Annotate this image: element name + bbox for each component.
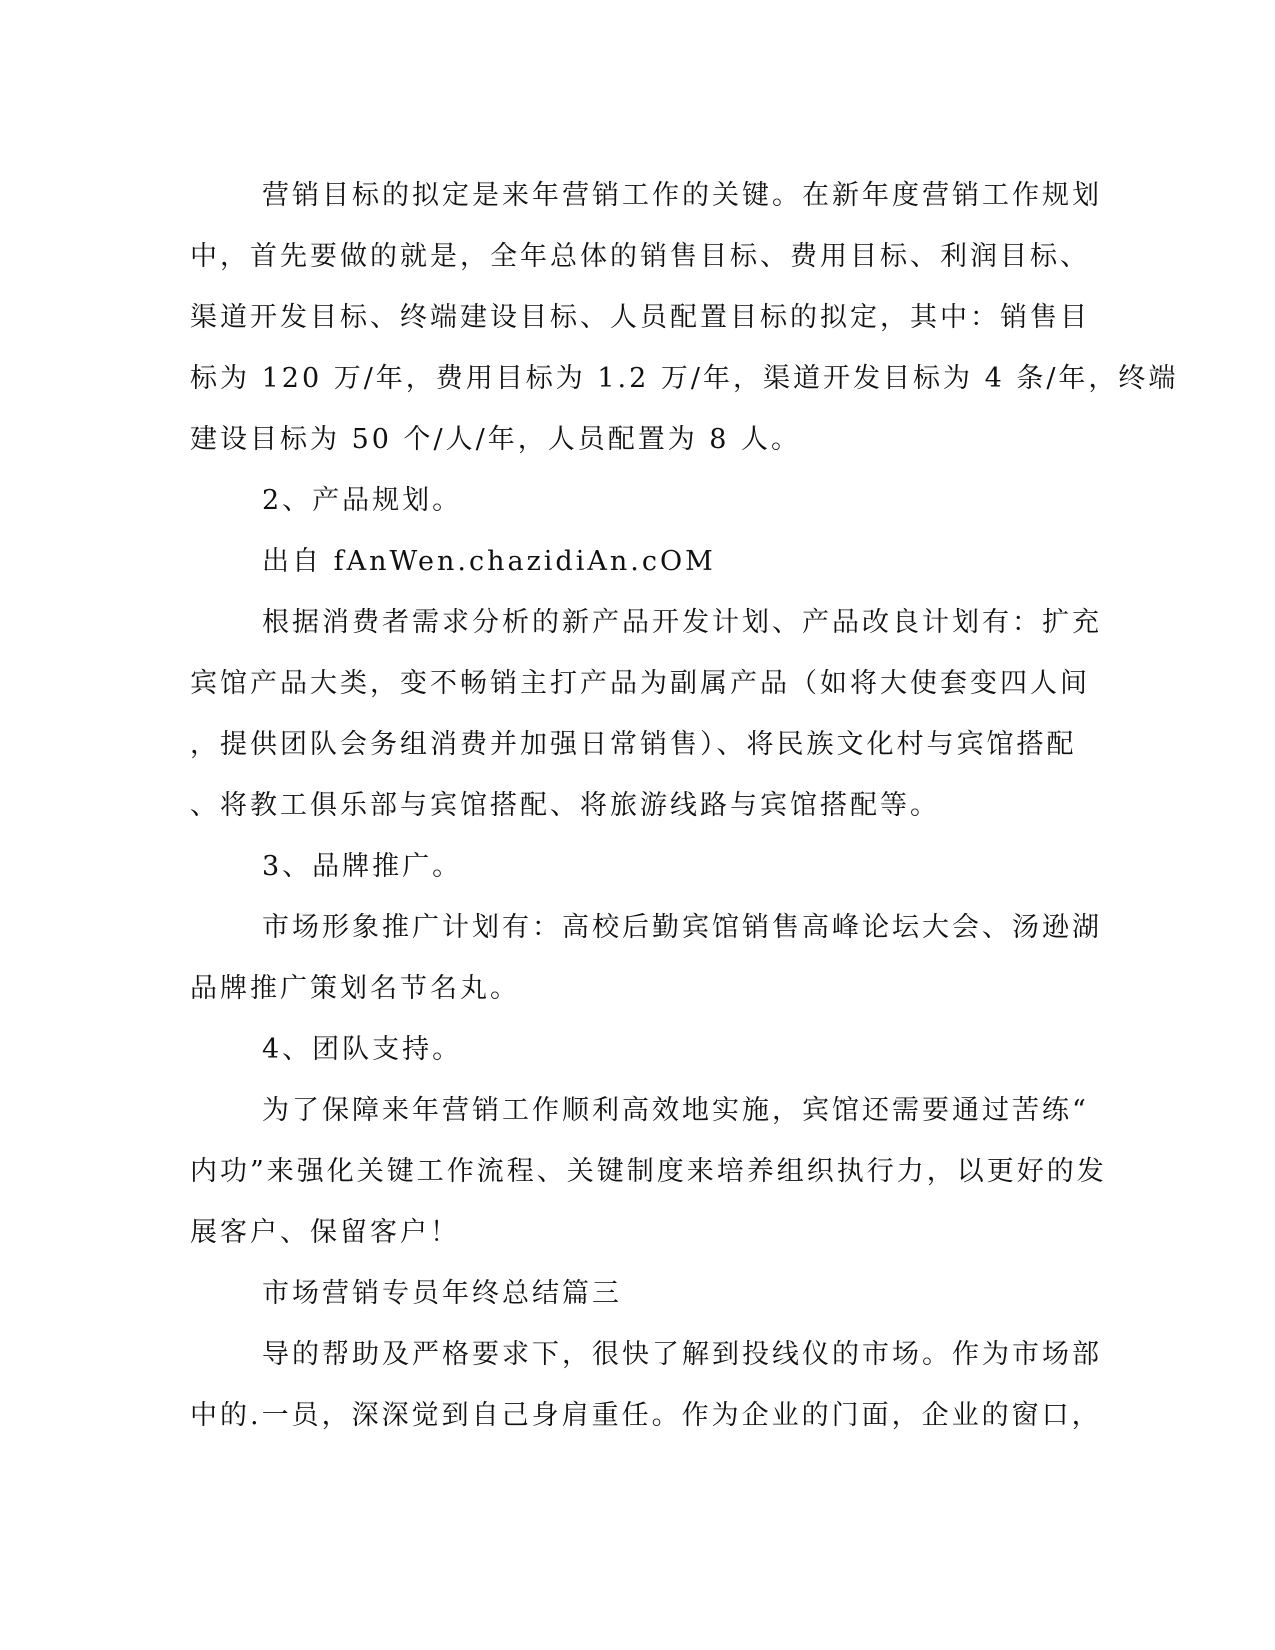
text-line: 营销目标的拟定是来年营销工作的关键。在新年度营销工作规划 [262, 180, 1102, 211]
text-line: 为了保障来年营销工作顺利高效地实施，宾馆还需要通过苦练“ [262, 1095, 1089, 1126]
document-body [190, 165, 1179, 1446]
text-line: 市场形象推广计划有：高校后勤宾馆销售高峰论坛大会、汤逊湖 [262, 912, 1102, 943]
source-line: 出自 fAnWen.chazidiAn.cOM [262, 546, 716, 577]
text-line: 宾馆产品大类，变不畅销主打产品为副属产品（如将大使套变四人间 [190, 668, 1090, 699]
text-line: ，提供团队会务组消费并加强日常销售）、将民族文化村与宾馆搭配 [190, 729, 1077, 760]
text-line: 渠道开发目标、终端建设目标、人员配置目标的拟定，其中：销售目 [190, 302, 1090, 333]
chapter-title: 市场营销专员年终总结篇三 [262, 1278, 622, 1309]
section-heading: 3、品牌推广。 [262, 851, 463, 882]
text-line: 中的.一员，深深觉到自己身肩重任。作为企业的门面，企业的窗口， [190, 1400, 1102, 1431]
text-line: 品牌推广策划名节名丸。 [190, 973, 520, 1004]
text-line: 建设目标为 50 个/人/年，人员配置为 8 人。 [190, 424, 802, 455]
text-line: 标为 120 万/年，费用目标为 1.2 万/年，渠道开发目标为 4 条/年，终端 [190, 363, 1179, 394]
text-line: 根据消费者需求分析的新产品开发计划、产品改良计划有：扩充 [262, 607, 1102, 638]
text-line: 中，首先要做的就是，全年总体的销售目标、费用目标、利润目标、 [190, 241, 1090, 272]
text-line: 展客户、保留客户！ [190, 1217, 460, 1248]
text-line: 、将教工俱乐部与宾馆搭配、将旅游线路与宾馆搭配等。 [190, 790, 940, 821]
text-line: 内功”来强化关键工作流程、关键制度来培养组织执行力，以更好的发 [190, 1156, 1107, 1187]
section-heading: 2、产品规划。 [262, 485, 463, 516]
section-heading: 4、团队支持。 [262, 1034, 463, 1065]
text-line: 导的帮助及严格要求下，很快了解到投线仪的市场。作为市场部 [262, 1339, 1102, 1370]
